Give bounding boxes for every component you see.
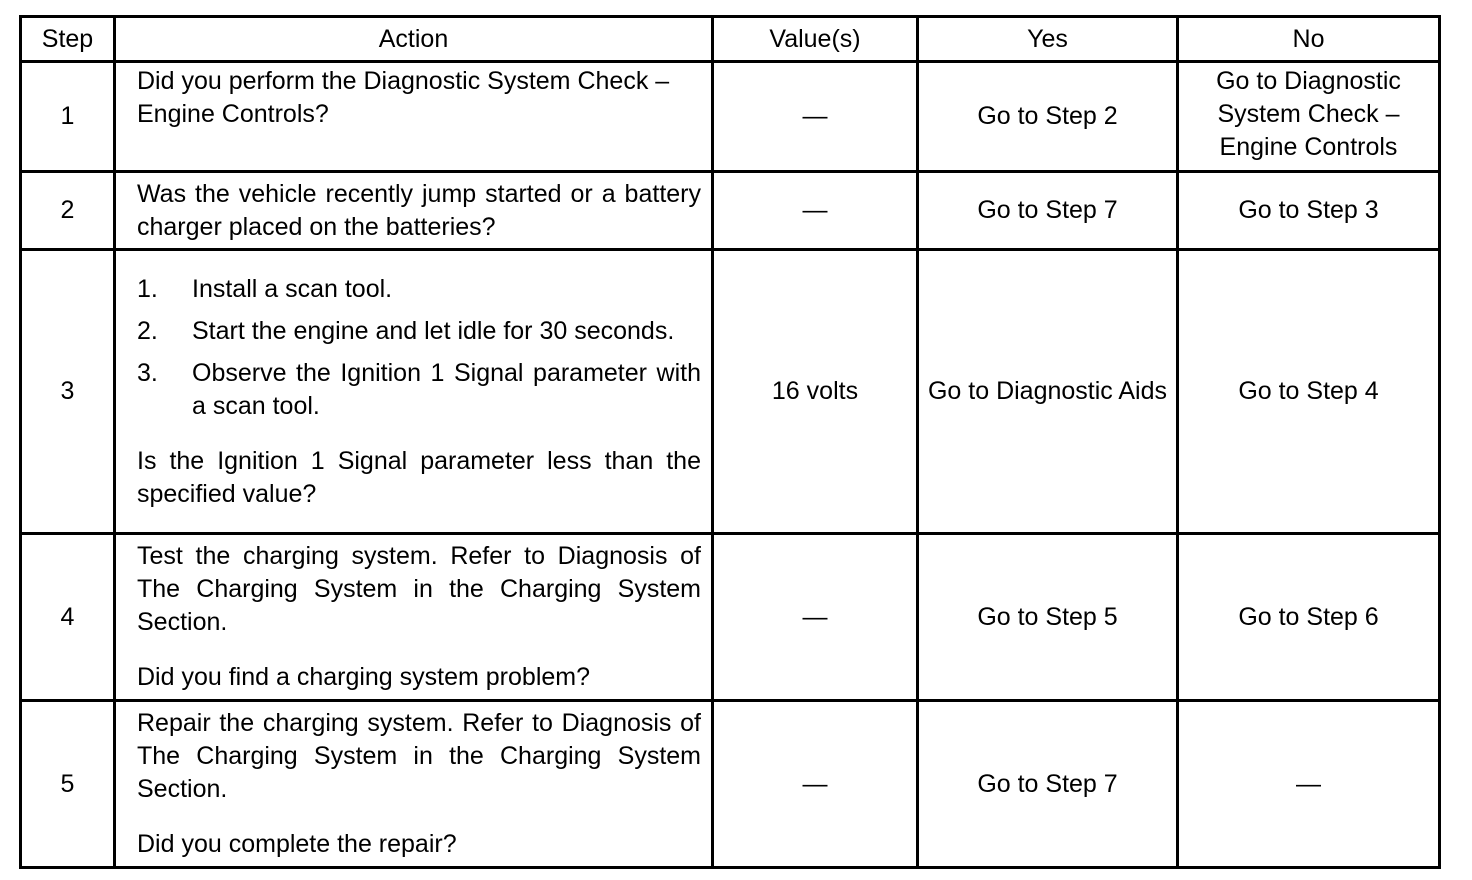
yes-cell: Go to Step 7 [918, 172, 1178, 250]
step-number: 2 [21, 172, 115, 250]
header-step: Step [21, 17, 115, 62]
yes-cell: Go to Diagnostic Aids [918, 250, 1178, 534]
table-row [21, 250, 1440, 534]
value-cell: — [713, 172, 918, 250]
no-cell: — [1178, 701, 1440, 868]
list-item [137, 315, 701, 348]
yes-cell: Go to Step 5 [918, 534, 1178, 701]
list-item-text: Observe the Ignition 1 Signal parameter with a scan tool. [192, 358, 701, 420]
table-row [21, 172, 1440, 250]
table-row [21, 534, 1440, 701]
list-item-text: Start the engine and let idle for 30 seconds. [192, 316, 675, 345]
header-yes: Yes [918, 17, 1178, 62]
action-text: Test the charging system. Refer to Diagnosis of The Charging System in the Charging System Section. [137, 542, 701, 636]
header-no: No [1178, 17, 1440, 62]
action-cell [115, 62, 713, 172]
action-cell [115, 701, 713, 868]
action-question: Did you complete the repair? [137, 830, 457, 858]
list-item-number: 2. [137, 316, 158, 345]
action-question: Did you find a charging system problem? [137, 663, 591, 691]
yes-cell: Go to Step 7 [918, 701, 1178, 868]
step-number: 4 [21, 534, 115, 701]
action-cell [115, 534, 713, 701]
list-item [137, 273, 701, 306]
no-cell: Go to Step 4 [1178, 250, 1440, 534]
action-cell [115, 250, 713, 534]
table-row [21, 62, 1440, 172]
action-steps-list [137, 273, 701, 423]
step-number: 1 [21, 62, 115, 172]
list-item-number: 3. [137, 358, 158, 387]
action-question: Is the Ignition 1 Signal parameter less than the specified value? [137, 446, 701, 508]
value-cell: — [713, 701, 918, 868]
value-cell: — [713, 534, 918, 701]
no-cell: Go to Step 3 [1178, 172, 1440, 250]
list-item-text: Install a scan tool. [192, 274, 393, 303]
value-cell: — [713, 62, 918, 172]
step-number: 5 [21, 701, 115, 868]
no-cell: Go to Step 6 [1178, 534, 1440, 701]
no-cell: Go to Diagnostic System Check – Engine Controls [1178, 62, 1440, 172]
action-question: Was the vehicle recently jump started or a battery charger placed on the batteries? [137, 179, 701, 241]
header-action: Action [115, 17, 713, 62]
value-cell: 16 volts [713, 250, 918, 534]
table-row [21, 701, 1440, 868]
action-text: Repair the charging system. Refer to Diagnosis of The Charging System in the Charging System Section. [137, 709, 701, 803]
action-cell [115, 172, 713, 250]
step-number: 3 [21, 250, 115, 534]
yes-cell: Go to Step 2 [918, 62, 1178, 172]
list-item [137, 357, 701, 423]
header-row [21, 17, 1440, 62]
diagnostic-table [19, 15, 1441, 869]
header-values: Value(s) [713, 17, 918, 62]
list-item-number: 1. [137, 274, 158, 303]
action-question: Did you perform the Diagnostic System Check – Engine Controls? [137, 67, 670, 128]
